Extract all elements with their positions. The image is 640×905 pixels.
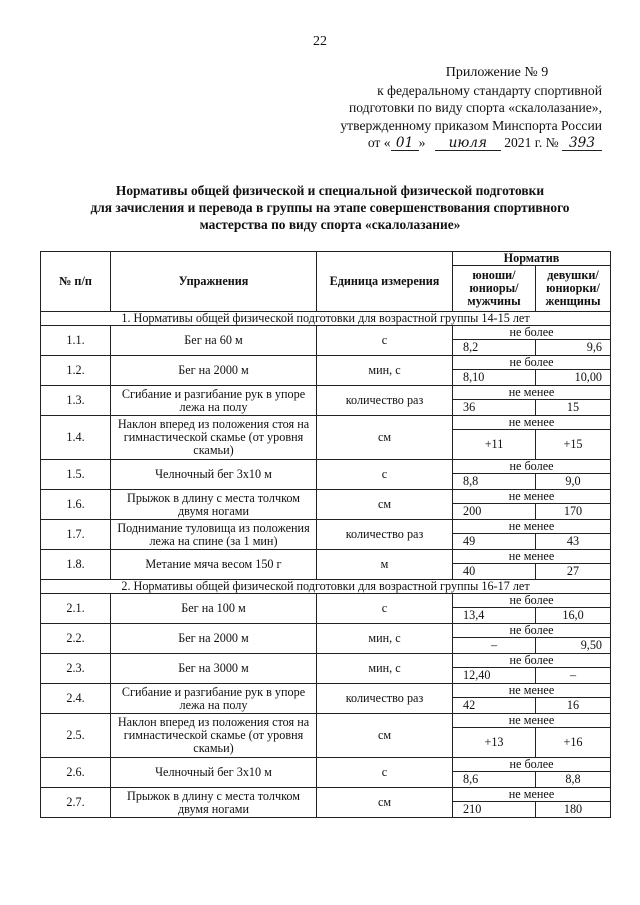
row-number: 1.6. — [41, 490, 111, 520]
row-unit: мин, с — [317, 624, 453, 654]
section-title: 2. Нормативы общей физической подготовки для возрастной группы 16-17 лет — [41, 580, 611, 594]
row-number: 1.1. — [41, 326, 111, 356]
table-row — [41, 356, 611, 370]
value-male: 49 — [453, 534, 536, 550]
value-male: 36 — [453, 400, 536, 416]
row-exercise: Метание мяча весом 150 г — [111, 550, 317, 580]
value-male: +11 — [453, 430, 536, 460]
date-year: 2021 г. № — [504, 135, 559, 151]
row-exercise: Прыжок в длину с места толчком двумя ногами — [111, 490, 317, 520]
table-row — [41, 684, 611, 698]
row-number: 2.1. — [41, 594, 111, 624]
row-criterion: не менее — [453, 520, 611, 534]
handwritten-day: 01 — [391, 136, 419, 151]
table-row — [41, 386, 611, 400]
table-row — [41, 520, 611, 534]
date-mid: » — [418, 135, 426, 151]
row-unit: м — [317, 550, 453, 580]
row-criterion: не менее — [453, 490, 611, 504]
row-number: 2.3. — [41, 654, 111, 684]
row-unit: см — [317, 714, 453, 758]
value-female: 9,0 — [536, 474, 611, 490]
value-male: – — [453, 638, 536, 654]
row-exercise: Прыжок в длину с места толчком двумя ногами — [111, 788, 317, 818]
section-row — [41, 312, 611, 326]
row-criterion: не менее — [453, 684, 611, 698]
header-exercise: Упражнения — [111, 252, 317, 312]
section-title: 1. Нормативы общей физической подготовки для возрастной группы 14-15 лет — [41, 312, 611, 326]
table-row — [41, 490, 611, 504]
value-female: +15 — [536, 430, 611, 460]
title-line-2: для зачисления и перевода в группы на этапе совершенствования спортивного — [90, 200, 570, 215]
row-unit: количество раз — [317, 520, 453, 550]
value-female: – — [536, 668, 611, 684]
value-male: 40 — [453, 564, 536, 580]
value-male: 8,2 — [453, 340, 536, 356]
value-male: 8,10 — [453, 370, 536, 386]
value-male: 8,6 — [453, 772, 536, 788]
row-unit: мин, с — [317, 356, 453, 386]
handwritten-order-number: 393 — [562, 136, 602, 151]
table-row — [41, 416, 611, 430]
table-row — [41, 550, 611, 564]
row-unit: с — [317, 758, 453, 788]
row-unit: количество раз — [317, 684, 453, 714]
row-exercise: Бег на 3000 м — [111, 654, 317, 684]
row-criterion: не более — [453, 356, 611, 370]
date-prefix: от « — [367, 135, 391, 151]
row-criterion: не менее — [453, 714, 611, 728]
row-exercise: Сгибание и разгибание рук в упоре лежа на полу — [111, 684, 317, 714]
row-exercise: Наклон вперед из положения стоя на гимнастической скамье (от уровня скамьи) — [111, 714, 317, 758]
header-male: юноши/ юниоры/ мужчины — [453, 266, 536, 312]
document-title — [40, 182, 620, 233]
table-row — [41, 624, 611, 638]
row-criterion: не более — [453, 654, 611, 668]
row-number: 1.8. — [41, 550, 111, 580]
row-exercise: Наклон вперед из положения стоя на гимнастической скамье (от уровня скамьи) — [111, 416, 317, 460]
appendix-title: Приложение № 9 — [445, 65, 549, 80]
table-row — [41, 654, 611, 668]
value-female: 15 — [536, 400, 611, 416]
table-row — [41, 788, 611, 802]
value-female: 180 — [536, 802, 611, 818]
row-criterion: не более — [453, 460, 611, 474]
row-criterion: не менее — [453, 788, 611, 802]
page-number: 22 — [313, 34, 327, 49]
row-unit: см — [317, 490, 453, 520]
value-female: 8,8 — [536, 772, 611, 788]
value-female: 16,0 — [536, 608, 611, 624]
value-female: +16 — [536, 728, 611, 758]
row-number: 1.7. — [41, 520, 111, 550]
row-unit: количество раз — [317, 386, 453, 416]
value-male: 13,4 — [453, 608, 536, 624]
value-female: 27 — [536, 564, 611, 580]
row-exercise: Поднимание туловища из положения лежа на спине (за 1 мин) — [111, 520, 317, 550]
value-female: 170 — [536, 504, 611, 520]
title-line-1: Нормативы общей физической и специальной физической подготовки — [115, 183, 545, 198]
appendix-line-2: к федеральному стандарту спортивной — [377, 82, 602, 98]
row-number: 2.6. — [41, 758, 111, 788]
header-unit: Единица измерения — [317, 252, 453, 312]
row-criterion: не менее — [453, 386, 611, 400]
value-female: 43 — [536, 534, 611, 550]
value-male: 200 — [453, 504, 536, 520]
row-exercise: Челночный бег 3x10 м — [111, 758, 317, 788]
title-line-3: мастерства по виду спорта «скалолазание» — [199, 217, 461, 232]
value-male: 8,8 — [453, 474, 536, 490]
header-num: № п/п — [41, 252, 111, 312]
value-female: 16 — [536, 698, 611, 714]
appendix-line-4: утвержденному приказом Минспорта России — [340, 117, 602, 133]
row-number: 1.2. — [41, 356, 111, 386]
table-row — [41, 594, 611, 608]
section-row — [41, 580, 611, 594]
row-exercise: Бег на 60 м — [111, 326, 317, 356]
row-number: 2.4. — [41, 684, 111, 714]
value-male: 12,40 — [453, 668, 536, 684]
row-unit: с — [317, 326, 453, 356]
row-criterion: не более — [453, 594, 611, 608]
row-criterion: не менее — [453, 416, 611, 430]
row-criterion: не более — [453, 758, 611, 772]
header-female: девушки/ юниорки/ женщины — [536, 266, 611, 312]
row-number: 1.5. — [41, 460, 111, 490]
row-exercise: Бег на 2000 м — [111, 356, 317, 386]
row-exercise: Сгибание и разгибание рук в упоре лежа на полу — [111, 386, 317, 416]
row-exercise: Бег на 100 м — [111, 594, 317, 624]
row-number: 1.3. — [41, 386, 111, 416]
row-criterion: не более — [453, 326, 611, 340]
table-row — [41, 326, 611, 340]
row-unit: см — [317, 788, 453, 818]
appendix-date-line — [302, 134, 602, 152]
row-criterion: не более — [453, 624, 611, 638]
table-row — [41, 460, 611, 474]
header-norm: Норматив — [453, 252, 611, 266]
norms-table — [40, 251, 611, 818]
value-male: 42 — [453, 698, 536, 714]
appendix-line-3: подготовки по виду спорта «скалолазание», — [348, 100, 602, 116]
value-female: 9,50 — [536, 638, 611, 654]
row-number: 1.4. — [41, 416, 111, 460]
table-row — [41, 714, 611, 728]
row-unit: с — [317, 460, 453, 490]
handwritten-month: июля — [435, 136, 501, 151]
row-criterion: не менее — [453, 550, 611, 564]
value-female: 10,00 — [536, 370, 611, 386]
table-row — [41, 758, 611, 772]
value-male: 210 — [453, 802, 536, 818]
row-exercise: Челночный бег 3x10 м — [111, 460, 317, 490]
row-number: 2.7. — [41, 788, 111, 818]
row-number: 2.2. — [41, 624, 111, 654]
appendix-block — [302, 64, 602, 152]
row-unit: с — [317, 594, 453, 624]
row-exercise: Бег на 2000 м — [111, 624, 317, 654]
row-unit: мин, с — [317, 654, 453, 684]
row-number: 2.5. — [41, 714, 111, 758]
value-male: +13 — [453, 728, 536, 758]
value-female: 9,6 — [536, 340, 611, 356]
row-unit: см — [317, 416, 453, 460]
